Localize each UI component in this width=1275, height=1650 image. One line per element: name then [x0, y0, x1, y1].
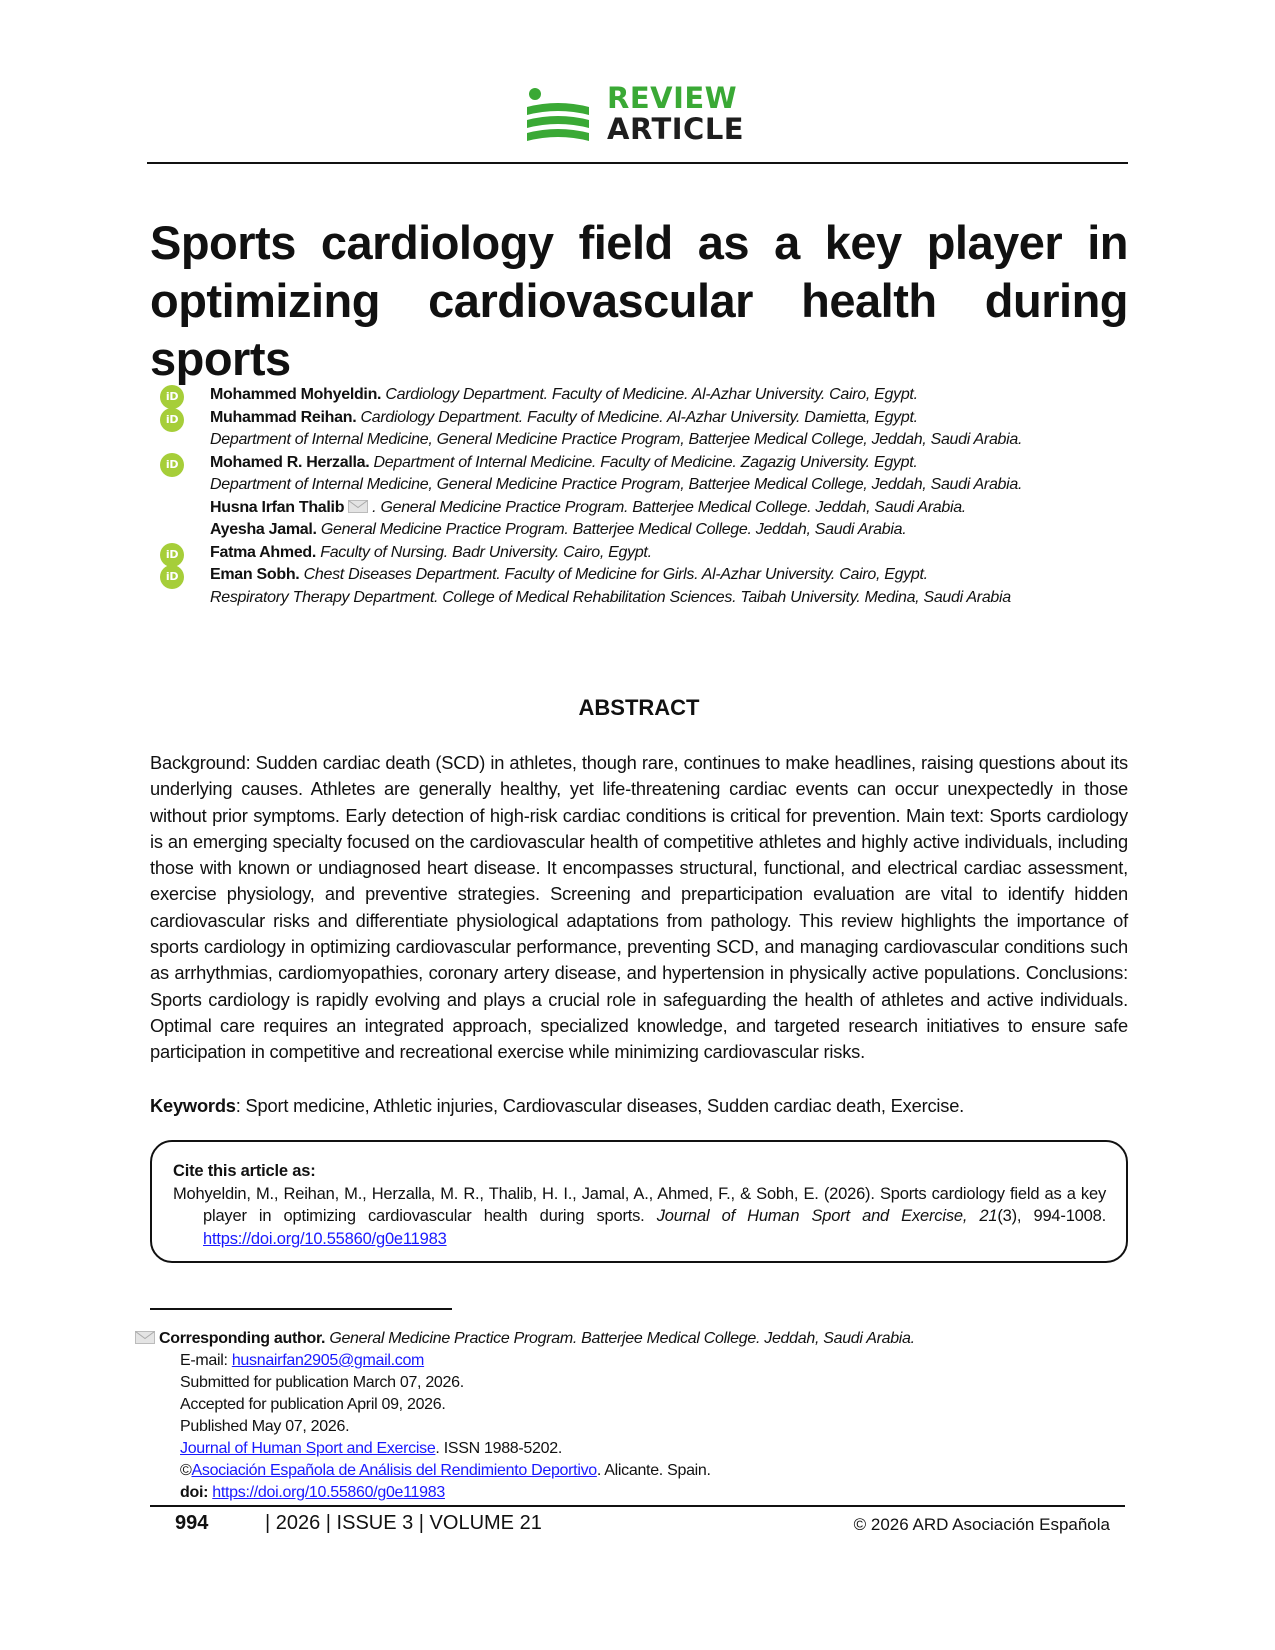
author-row: [160, 519, 1120, 542]
orcid-icon[interactable]: iD: [160, 565, 184, 589]
author-list: [160, 384, 1120, 609]
author-row: [160, 497, 1120, 520]
author-name: Eman Sobh.: [210, 566, 300, 583]
orcid-icon[interactable]: iD: [160, 543, 184, 567]
abstract-heading: ABSTRACT: [578, 695, 700, 720]
issue-info: | 2026 | ISSUE 3 | VOLUME 21: [265, 1512, 542, 1534]
author-affiliation: Department of Internal Medicine, General Medicine Practice Program, Batterjee Medical College, Jeddah, Saudi Arabia.: [210, 431, 1023, 448]
author-name: Husna Irfan Thalib: [210, 498, 345, 516]
author-row: [160, 452, 1120, 475]
author-row: [160, 384, 1120, 407]
citation-label: Cite this article as:: [173, 1162, 316, 1180]
logo-text: [607, 83, 744, 145]
author-name: Mohamed R. Herzalla.: [210, 453, 370, 471]
author-name: Mohammed Mohyeldin.: [210, 386, 382, 403]
header-rule: [147, 162, 1128, 164]
society-line: [135, 1460, 1115, 1482]
citation-doi-link[interactable]: https://doi.org/10.55860/g0e11983: [203, 1229, 447, 1248]
corresponding-label: Corresponding author.: [159, 1330, 326, 1347]
page-footer: [150, 1512, 1125, 1542]
author-affiliation: . General Medicine Practice Program. Batterjee Medical College. Jeddah, Saudi Arabia.: [372, 498, 966, 516]
society-place: . Alicante. Spain.: [596, 1462, 711, 1479]
email-line: [135, 1350, 1115, 1372]
envelope-icon: [135, 1331, 155, 1344]
author-row: [160, 429, 1120, 452]
author-row: [160, 474, 1120, 497]
keywords-line: [150, 1093, 1128, 1119]
citation-authors-title: Mohyeldin, M., Reihan, M., Herzalla, M. R., Thalib, H. I., Jamal, A., Ahmed, F., & Sobh, E. (2026). Sports cardiology field as a key player in optimizing cardiovascular health during sports.: [173, 1184, 1106, 1225]
author-row: [160, 407, 1120, 430]
author-affiliation: Faculty of Nursing. Badr University. Cairo, Egypt.: [320, 543, 652, 561]
citation-issue-pages: (3), 994-1008.: [997, 1207, 1106, 1225]
issn-text: . ISSN 1988-5202.: [435, 1440, 562, 1457]
footnote-rule: [150, 1308, 452, 1310]
society-link[interactable]: Asociación Española de Análisis del Rendimiento Deportivo: [191, 1462, 597, 1479]
journal-line: [135, 1438, 1115, 1460]
page-number: 994: [175, 1512, 209, 1534]
submitted-line: Submitted for publication March 07, 2026.: [180, 1374, 464, 1391]
article-title: Sports cardiology field as a key player in optimizing cardiovascular health during sports: [150, 216, 1128, 385]
email-label: E-mail:: [180, 1352, 232, 1369]
author-affiliation: Cardiology Department. Faculty of Medicine. Al-Azhar University. Cairo, Egypt.: [385, 386, 918, 403]
corresponding-affiliation: General Medicine Practice Program. Batterjee Medical College. Jeddah, Saudi Arabia.: [329, 1330, 915, 1347]
author-affiliation: General Medicine Practice Program. Batterjee Medical College. Jeddah, Saudi Arabia.: [320, 521, 907, 538]
author-name: Ayesha Jamal.: [210, 521, 317, 538]
author-affiliation: Chest Diseases Department. Faculty of Medicine for Girls. Al-Azhar University. Cairo, Egypt.: [303, 566, 928, 583]
orcid-icon[interactable]: iD: [160, 385, 184, 409]
email-link[interactable]: husnairfan2905@gmail.com: [231, 1352, 425, 1369]
logo-stripes-icon: [527, 87, 589, 145]
journal-link[interactable]: Journal of Human Sport and Exercise: [180, 1440, 436, 1457]
author-row: [160, 542, 1120, 565]
abstract-text: Background: Sudden cardiac death (SCD) in athletes, though rare, continues to make headlines, raising questions about its underlying causes. Athletes are generally healthy, yet life-threatening cardiac events can occur unexpectedly in those without prior symptoms. Early detection of high-risk cardiac conditions is critical for prevention. Main text: Sports cardiology is an emerging specialty focused on the cardiovascular health of competitive athletes and highly active individuals, including those with known or undiagnosed heart disease. It encompasses structural, functional, and electrical cardiac assessment, exercise physiology, and preventive strategies. Screening and preparticipation evaluation are vital to identify hidden cardiovascular risks and differentiate physiological adaptations from pathology. This review highlights the importance of sports cardiology in optimizing cardiovascular performance, preventing SCD, and managing cardiovascular conditions such as arrhythmias, cardiomyopathies, coronary artery disease, and hypertension in physically active populations. Conclusions: Sports cardiology is rapidly evolving and plays a crucial role in safeguarding the health of athletes and active individuals. Optimal care requires an integrated approach, specialized knowledge, and targeted research initiatives to ensure safe participation in competitive and recreational exercise while minimizing cardiovascular risks.: [150, 752, 1128, 1063]
keywords-label: Keywords: [150, 1095, 236, 1116]
author-row: [160, 564, 1120, 587]
doi-line: [135, 1482, 1115, 1504]
logo-line-2: ARTICLE: [607, 112, 745, 146]
author-affiliation: Cardiology Department. Faculty of Medicine. Al-Azhar University. Damietta, Egypt.: [360, 408, 918, 426]
orcid-icon[interactable]: iD: [160, 453, 184, 477]
review-article-logo: [527, 83, 767, 149]
citation-box: [150, 1140, 1128, 1263]
citation-journal: Journal of Human Sport and Exercise, 21: [656, 1207, 998, 1225]
orcid-icon[interactable]: iD: [160, 408, 184, 432]
published-line: Published May 07, 2026.: [180, 1418, 350, 1435]
citation-text: [173, 1183, 1106, 1251]
corresponding-author-line: [135, 1328, 1115, 1350]
author-row: [160, 587, 1120, 610]
author-affiliation: Department of Internal Medicine. Faculty of Medicine. Zagazig University. Egypt.: [373, 453, 918, 471]
footer-rule: [150, 1505, 1125, 1507]
logo-line-1: REVIEW: [607, 81, 738, 115]
keywords-list: : Sport medicine, Athletic injuries, Cardiovascular diseases, Sudden cardiac death, Exercise.: [235, 1095, 965, 1116]
author-affiliation: Department of Internal Medicine, General Medicine Practice Program, Batterjee Medical College, Jeddah, Saudi Arabia.: [210, 476, 1023, 493]
author-name: Muhammad Reihan.: [210, 408, 357, 426]
accepted-line: Accepted for publication April 09, 2026.: [180, 1396, 446, 1413]
envelope-icon: [348, 500, 368, 513]
author-name: Fatma Ahmed.: [210, 543, 317, 561]
author-affiliation: Respiratory Therapy Department. College of Medical Rehabilitation Sciences. Taibah University. Medina, Saudi Arabia: [210, 588, 1011, 606]
copyright-symbol: ©: [180, 1462, 192, 1479]
doi-link[interactable]: https://doi.org/10.55860/g0e11983: [212, 1484, 445, 1501]
doi-label: doi:: [180, 1484, 209, 1501]
corresponding-author-block: [135, 1328, 1115, 1504]
footer-copyright: © 2026 ARD Asociación Española: [853, 1515, 1110, 1534]
